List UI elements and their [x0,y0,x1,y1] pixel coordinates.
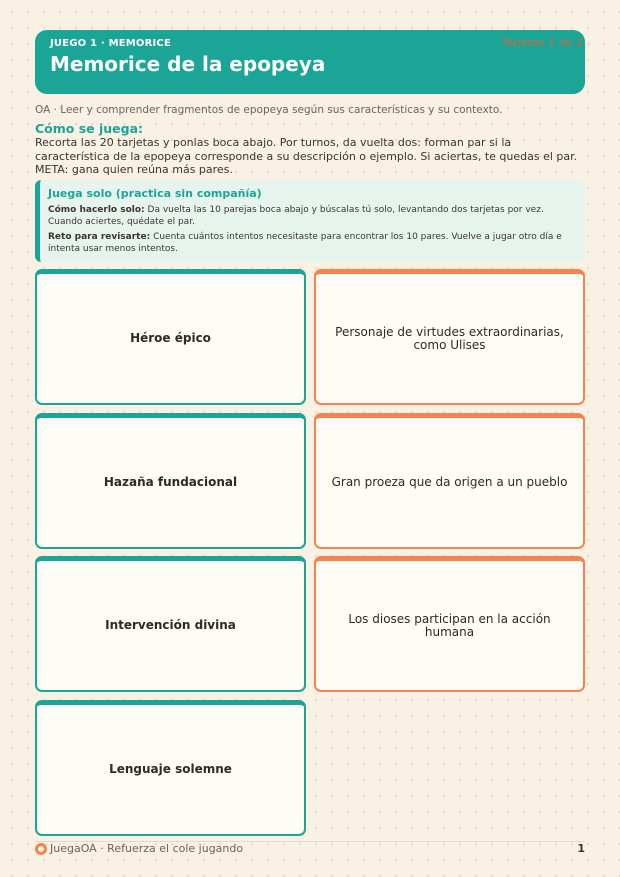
card-text: Lenguaje solemne [109,762,232,776]
card-text: Gran proeza que da origen a un pueblo [331,475,568,489]
solo-challenge-label: Reto para revisarte: [48,232,151,242]
game-header [35,30,585,94]
solo-play-box [35,180,585,262]
learning-objective: OA · Leer y comprender fragmentos de epopeya según sus características y su contexto. [35,104,503,116]
page-title: Memorice de la epopeya [50,52,326,76]
solo-how-line [48,204,575,228]
solo-challenge-line [48,231,575,255]
page-footer [35,843,585,857]
brand-logo-icon [35,843,47,855]
page-number: 1 [577,842,585,855]
memory-card-term[interactable] [35,269,306,405]
card-text: Intervención divina [105,618,236,632]
memory-card-term[interactable] [35,700,306,836]
card-text: Héroe épico [130,331,211,345]
memory-card-definition[interactable] [314,556,585,692]
memory-card-term[interactable] [35,556,306,692]
memory-card-definition[interactable] [314,413,585,549]
solo-challenge-text: Cuenta cuántos intentos necesitaste para encontrar los 10 pares. Vuelve a jugar otro día e intenta usar menos intentos. [48,232,562,254]
how-to-play-text: Recorta las 20 tarjetas y ponlas boca abajo. Por turnos, da vuelta dos: forman par si la característica de la epopeya corresponde a su descripción o ejemplo. Si aciertas, te quedas el par. META: gana quien reúna más pares. [35,136,578,176]
solo-play-heading: Juega solo (practica sin compañía) [48,187,262,200]
footer-brand: JuegaOA · Refuerza el cole jugando [50,842,244,855]
memory-card-definition[interactable] [314,269,585,405]
how-to-play-heading: Cómo se juega: [35,121,144,136]
card-set-label: Tarjetas 1 de 2 [501,36,583,49]
card-text: Los dioses participan en la acción humana [348,611,551,639]
game-kicker: JUEGO 1 · MEMORICE [50,38,172,49]
solo-how-label: Cómo hacerlo solo: [48,205,145,215]
card-text: Personaje de virtudes extraordinarias, como Ulises [335,324,564,352]
solo-how-text: Da vuelta las 10 parejas boca abajo y búscalas tú solo, levantando dos tarjetas por vez. Cuando aciertes, quédate el par. [48,205,544,227]
memory-card-term[interactable] [35,413,306,549]
card-text: Hazaña fundacional [103,475,238,489]
